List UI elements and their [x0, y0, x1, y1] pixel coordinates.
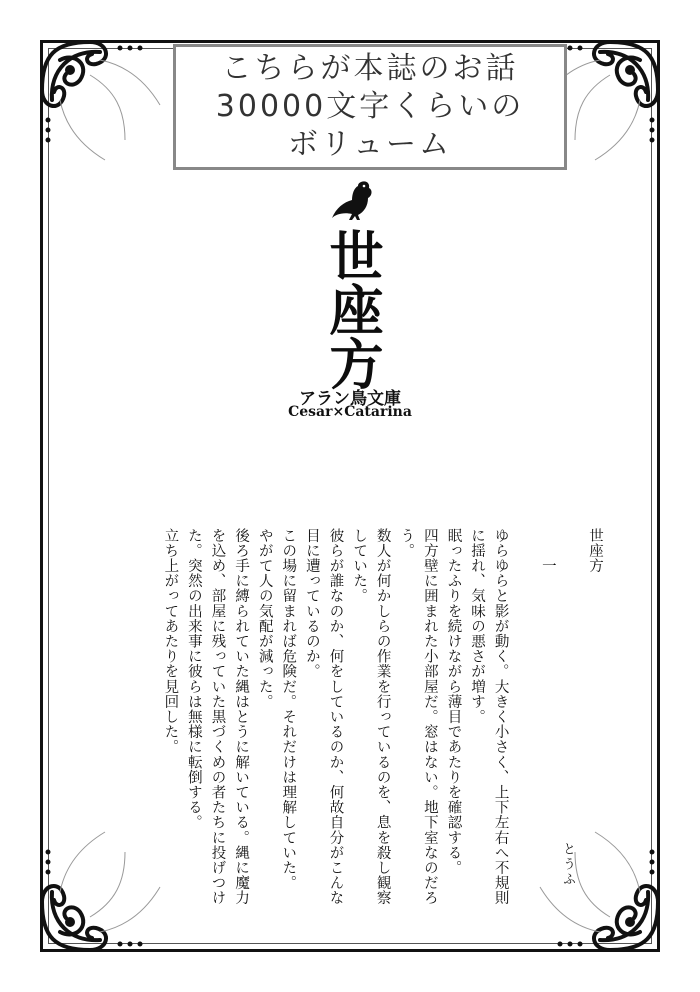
notice-line: 30000文字くらいの [215, 89, 525, 124]
crow-icon [330, 178, 380, 222]
story-body [96, 528, 606, 918]
notice-box [173, 44, 567, 170]
paragraph: 彼らが誰なのか、何をしているのか、何故自分がこんな目に遭っているのか。 [303, 528, 344, 906]
publisher-name: アラン鳥文庫 [299, 389, 401, 409]
paragraph: 立ち上がってあたりを見回した。 [162, 528, 179, 755]
chapter-number: 一 [539, 558, 556, 574]
notice-line: ボリューム [287, 127, 453, 162]
notice-line: こちらが本誌のお話 [221, 51, 519, 86]
author-name: とうふ [560, 842, 575, 887]
pairing-label: Cesar×Catarina [288, 404, 412, 420]
book-title: 世座方 [321, 228, 385, 390]
paragraph: 後ろ手に縛られていた縄はとうに解いている。縄に魔力を込め、部屋に残っていた黒づくめの者たちに投げつけた。突然の出来事に彼らは無様に転倒する。 [185, 528, 250, 906]
story-title: 世座方 [587, 528, 603, 574]
corner-ornament-icon [30, 30, 180, 180]
paragraph: 眠ったふりを続けながら薄目であたりを確認する。 [445, 528, 462, 876]
paragraph: 四方壁に囲まれた小部屋だ。窓はない。地下室なのだろう。 [398, 528, 438, 906]
paragraph: ゆらゆらと影が動く。大きく小さく、上下左右へ不規則に揺れ、気味の悪さが増す。 [469, 528, 509, 906]
paragraph: 数人が何かしらの作業を行っているのを、息を殺し観察していた。 [351, 528, 391, 906]
paragraph: この場に留まれば危険だ。それだけは理解していた。 [280, 528, 297, 891]
paragraph: やがて人の気配が減った。 [256, 528, 273, 710]
